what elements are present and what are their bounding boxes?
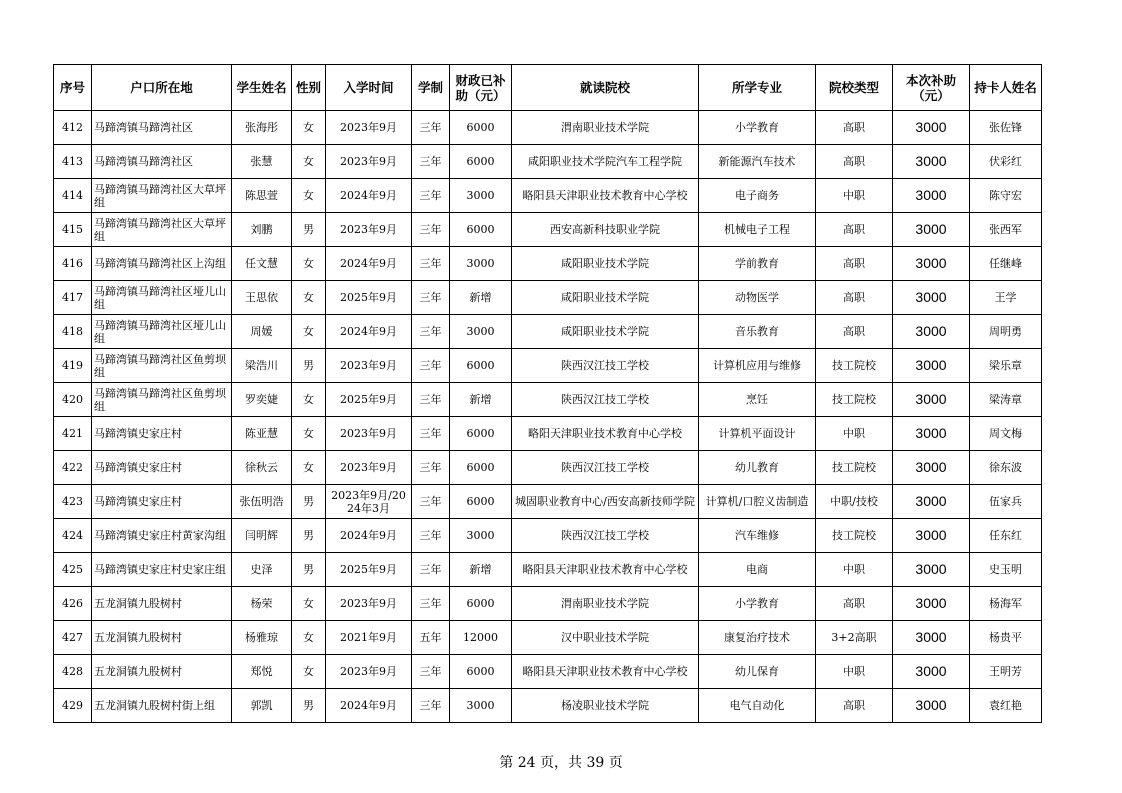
cell-enroll: 2023年9月 [326, 145, 412, 179]
cell-household: 马蹄湾镇史家庄村史家庄组 [92, 553, 232, 587]
header-school: 就读院校 [512, 65, 699, 111]
cell-major: 汽车维修 [699, 519, 816, 553]
cell-school: 略阳县天津职业技术教育中心学校 [512, 179, 699, 213]
cell-paid: 3000 [450, 179, 512, 213]
cell-no: 420 [54, 383, 92, 417]
cell-major: 机械电子工程 [699, 213, 816, 247]
cell-student: 张慧 [232, 145, 292, 179]
table-row [54, 213, 1042, 247]
cell-duration: 三年 [412, 247, 450, 281]
table-row [54, 179, 1042, 213]
cell-household: 马蹄湾镇史家庄村 [92, 417, 232, 451]
cell-school-type: 中职 [816, 179, 893, 213]
cell-school: 渭南职业技术学院 [512, 111, 699, 145]
cell-subsidy: 3000 [893, 247, 970, 281]
cell-student: 史泽 [232, 553, 292, 587]
cell-major: 动物医学 [699, 281, 816, 315]
cell-school-type: 技工院校 [816, 451, 893, 485]
cell-no: 424 [54, 519, 92, 553]
cell-paid: 3000 [450, 247, 512, 281]
table-row [54, 383, 1042, 417]
cell-household: 马蹄湾镇史家庄村 [92, 485, 232, 519]
cell-enroll: 2024年9月 [326, 247, 412, 281]
header-paid: 财政已补助（元） [450, 65, 512, 111]
cell-gender: 女 [292, 655, 326, 689]
cell-school: 咸阳职业技术学院 [512, 247, 699, 281]
cell-duration: 三年 [412, 383, 450, 417]
cell-paid: 6000 [450, 349, 512, 383]
cell-gender: 女 [292, 247, 326, 281]
header-enroll: 入学时间 [326, 65, 412, 111]
cell-no: 423 [54, 485, 92, 519]
cell-student: 闫明辉 [232, 519, 292, 553]
cell-subsidy: 3000 [893, 485, 970, 519]
cell-major: 学前教育 [699, 247, 816, 281]
cell-no: 421 [54, 417, 92, 451]
cell-household: 马蹄湾镇马蹄湾社区大草坪组 [92, 179, 232, 213]
cell-no: 412 [54, 111, 92, 145]
cell-holder: 杨贵平 [970, 621, 1042, 655]
table-row [54, 519, 1042, 553]
cell-household: 马蹄湾镇马蹄湾社区垭儿山组 [92, 315, 232, 349]
cell-gender: 女 [292, 145, 326, 179]
cell-school-type: 中职 [816, 655, 893, 689]
cell-school-type: 3+2高职 [816, 621, 893, 655]
cell-subsidy: 3000 [893, 587, 970, 621]
cell-school-type: 高职 [816, 145, 893, 179]
cell-student: 杨雅琼 [232, 621, 292, 655]
cell-major: 电气自动化 [699, 689, 816, 723]
cell-major: 幼儿保育 [699, 655, 816, 689]
cell-school: 西安高新科技职业学院 [512, 213, 699, 247]
table-row [54, 247, 1042, 281]
cell-school: 略阳县天津职业技术教育中心学校 [512, 553, 699, 587]
cell-major: 小学教育 [699, 587, 816, 621]
cell-enroll: 2023年9月 [326, 213, 412, 247]
cell-major: 电子商务 [699, 179, 816, 213]
cell-no: 417 [54, 281, 92, 315]
cell-paid: 6000 [450, 145, 512, 179]
cell-holder: 陈守宏 [970, 179, 1042, 213]
cell-enroll: 2024年9月 [326, 689, 412, 723]
cell-paid: 新增 [450, 281, 512, 315]
cell-school-type: 高职 [816, 213, 893, 247]
cell-no: 415 [54, 213, 92, 247]
cell-holder: 周明勇 [970, 315, 1042, 349]
cell-student: 陈亚慧 [232, 417, 292, 451]
cell-school-type: 高职 [816, 247, 893, 281]
cell-household: 马蹄湾镇马蹄湾社区大草坪组 [92, 213, 232, 247]
cell-school-type: 高职 [816, 689, 893, 723]
cell-duration: 三年 [412, 689, 450, 723]
cell-enroll: 2025年9月 [326, 553, 412, 587]
cell-gender: 男 [292, 349, 326, 383]
cell-duration: 三年 [412, 349, 450, 383]
cell-enroll: 2023年9月 [326, 655, 412, 689]
cell-school: 咸阳职业技术学院汽车工程学院 [512, 145, 699, 179]
cell-student: 郭凯 [232, 689, 292, 723]
cell-student: 梁浩川 [232, 349, 292, 383]
cell-subsidy: 3000 [893, 519, 970, 553]
cell-subsidy: 3000 [893, 655, 970, 689]
cell-student: 陈思萱 [232, 179, 292, 213]
cell-major: 烹饪 [699, 383, 816, 417]
cell-paid: 3000 [450, 315, 512, 349]
cell-school: 杨凌职业技术学院 [512, 689, 699, 723]
cell-school-type: 技工院校 [816, 383, 893, 417]
cell-student: 杨荣 [232, 587, 292, 621]
cell-student: 罗奕婕 [232, 383, 292, 417]
cell-paid: 3000 [450, 689, 512, 723]
cell-school-type: 中职/技校 [816, 485, 893, 519]
cell-gender: 女 [292, 383, 326, 417]
cell-gender: 男 [292, 485, 326, 519]
cell-holder: 史玉明 [970, 553, 1042, 587]
cell-gender: 女 [292, 111, 326, 145]
cell-student: 徐秋云 [232, 451, 292, 485]
cell-holder: 袁红艳 [970, 689, 1042, 723]
table-body [54, 111, 1042, 723]
table-row [54, 111, 1042, 145]
cell-household: 五龙洞镇九股树村 [92, 655, 232, 689]
subsidy-roster-table [53, 64, 1042, 723]
cell-school-type: 技工院校 [816, 519, 893, 553]
table-row [54, 145, 1042, 179]
cell-duration: 三年 [412, 213, 450, 247]
cell-subsidy: 3000 [893, 349, 970, 383]
cell-paid: 6000 [450, 587, 512, 621]
header-holder: 持卡人姓名 [970, 65, 1042, 111]
header-gender: 性别 [292, 65, 326, 111]
cell-duration: 三年 [412, 417, 450, 451]
cell-subsidy: 3000 [893, 451, 970, 485]
cell-no: 428 [54, 655, 92, 689]
cell-enroll: 2023年9月 [326, 349, 412, 383]
cell-enroll: 2023年9月 [326, 451, 412, 485]
cell-holder: 伏彩红 [970, 145, 1042, 179]
cell-gender: 女 [292, 179, 326, 213]
cell-holder: 张佐锋 [970, 111, 1042, 145]
cell-gender: 女 [292, 621, 326, 655]
cell-gender: 女 [292, 281, 326, 315]
cell-enroll: 2023年9月 [326, 587, 412, 621]
cell-duration: 三年 [412, 281, 450, 315]
cell-school: 渭南职业技术学院 [512, 587, 699, 621]
cell-paid: 6000 [450, 213, 512, 247]
header-subsidy: 本次补助（元） [893, 65, 970, 111]
cell-gender: 男 [292, 519, 326, 553]
cell-duration: 三年 [412, 587, 450, 621]
cell-student: 王思依 [232, 281, 292, 315]
table-row [54, 689, 1042, 723]
header-major: 所学专业 [699, 65, 816, 111]
cell-duration: 三年 [412, 519, 450, 553]
cell-paid: 3000 [450, 519, 512, 553]
cell-gender: 男 [292, 553, 326, 587]
cell-holder: 周文梅 [970, 417, 1042, 451]
cell-school: 陕西汉江技工学校 [512, 451, 699, 485]
cell-household: 马蹄湾镇史家庄村 [92, 451, 232, 485]
cell-major: 计算机/口腔义齿制造 [699, 485, 816, 519]
cell-no: 429 [54, 689, 92, 723]
cell-school-type: 中职 [816, 417, 893, 451]
cell-duration: 三年 [412, 553, 450, 587]
cell-no: 425 [54, 553, 92, 587]
page-footer: 第 24 页，共 39 页 [499, 755, 623, 771]
cell-student: 任文慧 [232, 247, 292, 281]
cell-student: 周媛 [232, 315, 292, 349]
cell-household: 五龙洞镇九股树村 [92, 587, 232, 621]
cell-major: 计算机应用与维修 [699, 349, 816, 383]
table-row [54, 553, 1042, 587]
cell-duration: 三年 [412, 451, 450, 485]
cell-household: 马蹄湾镇史家庄村黄家沟组 [92, 519, 232, 553]
cell-subsidy: 3000 [893, 315, 970, 349]
cell-enroll: 2024年9月 [326, 315, 412, 349]
cell-subsidy: 3000 [893, 417, 970, 451]
cell-enroll: 2025年9月 [326, 383, 412, 417]
cell-student: 郑悦 [232, 655, 292, 689]
cell-subsidy: 3000 [893, 689, 970, 723]
cell-paid: 6000 [450, 485, 512, 519]
cell-holder: 王明芳 [970, 655, 1042, 689]
cell-school: 陕西汉江技工学校 [512, 519, 699, 553]
cell-subsidy: 3000 [893, 111, 970, 145]
cell-school: 咸阳职业技术学院 [512, 315, 699, 349]
cell-major: 幼儿教育 [699, 451, 816, 485]
cell-no: 419 [54, 349, 92, 383]
table-row [54, 621, 1042, 655]
cell-household: 马蹄湾镇马蹄湾社区垭儿山组 [92, 281, 232, 315]
cell-major: 新能源汽车技术 [699, 145, 816, 179]
cell-subsidy: 3000 [893, 553, 970, 587]
cell-subsidy: 3000 [893, 213, 970, 247]
cell-school: 咸阳职业技术学院 [512, 281, 699, 315]
table-row [54, 315, 1042, 349]
header-duration: 学制 [412, 65, 450, 111]
cell-student: 张海彤 [232, 111, 292, 145]
cell-subsidy: 3000 [893, 145, 970, 179]
header-no: 序号 [54, 65, 92, 111]
cell-holder: 梁乐章 [970, 349, 1042, 383]
table-row [54, 451, 1042, 485]
cell-no: 416 [54, 247, 92, 281]
cell-no: 427 [54, 621, 92, 655]
cell-household: 马蹄湾镇马蹄湾社区上沟组 [92, 247, 232, 281]
cell-school-type: 技工院校 [816, 349, 893, 383]
cell-paid: 12000 [450, 621, 512, 655]
cell-enroll: 2023年9月/2024年3月 [326, 485, 412, 519]
cell-enroll: 2024年9月 [326, 519, 412, 553]
cell-school-type: 高职 [816, 111, 893, 145]
cell-enroll: 2023年9月 [326, 111, 412, 145]
cell-holder: 梁涛章 [970, 383, 1042, 417]
table-row [54, 587, 1042, 621]
cell-major: 电商 [699, 553, 816, 587]
cell-subsidy: 3000 [893, 179, 970, 213]
cell-household: 马蹄湾镇马蹄湾社区鱼剪坝组 [92, 383, 232, 417]
cell-duration: 三年 [412, 655, 450, 689]
cell-major: 康复治疗技术 [699, 621, 816, 655]
cell-no: 418 [54, 315, 92, 349]
cell-major: 小学教育 [699, 111, 816, 145]
cell-school-type: 高职 [816, 315, 893, 349]
header-school-type: 院校类型 [816, 65, 893, 111]
cell-duration: 三年 [412, 485, 450, 519]
cell-paid: 新增 [450, 383, 512, 417]
cell-household: 马蹄湾镇马蹄湾社区 [92, 145, 232, 179]
cell-no: 413 [54, 145, 92, 179]
cell-paid: 新增 [450, 553, 512, 587]
cell-no: 426 [54, 587, 92, 621]
cell-no: 422 [54, 451, 92, 485]
cell-household: 马蹄湾镇马蹄湾社区 [92, 111, 232, 145]
cell-school-type: 高职 [816, 281, 893, 315]
cell-duration: 三年 [412, 145, 450, 179]
cell-holder: 伍家兵 [970, 485, 1042, 519]
cell-holder: 杨海军 [970, 587, 1042, 621]
cell-gender: 女 [292, 587, 326, 621]
table-row [54, 281, 1042, 315]
table-row [54, 485, 1042, 519]
cell-school: 略阳县天津职业技术教育中心学校 [512, 655, 699, 689]
header-student: 学生姓名 [232, 65, 292, 111]
cell-duration: 三年 [412, 111, 450, 145]
cell-gender: 男 [292, 213, 326, 247]
cell-duration: 三年 [412, 179, 450, 213]
cell-major: 音乐教育 [699, 315, 816, 349]
cell-enroll: 2025年9月 [326, 281, 412, 315]
cell-school: 陕西汉江技工学校 [512, 349, 699, 383]
cell-gender: 男 [292, 689, 326, 723]
table-row [54, 349, 1042, 383]
cell-holder: 王学 [970, 281, 1042, 315]
cell-paid: 6000 [450, 655, 512, 689]
cell-gender: 女 [292, 451, 326, 485]
cell-enroll: 2024年9月 [326, 179, 412, 213]
header-household: 户口所在地 [92, 65, 232, 111]
cell-paid: 6000 [450, 111, 512, 145]
table-row [54, 417, 1042, 451]
cell-holder: 徐东波 [970, 451, 1042, 485]
cell-household: 五龙洞镇九股树村街上组 [92, 689, 232, 723]
table-row [54, 655, 1042, 689]
cell-student: 刘鹏 [232, 213, 292, 247]
cell-school: 略阳天津职业技术教育中心学校 [512, 417, 699, 451]
cell-enroll: 2021年9月 [326, 621, 412, 655]
cell-household: 马蹄湾镇马蹄湾社区鱼剪坝组 [92, 349, 232, 383]
cell-holder: 张西军 [970, 213, 1042, 247]
cell-duration: 五年 [412, 621, 450, 655]
cell-holder: 任继峰 [970, 247, 1042, 281]
cell-subsidy: 3000 [893, 281, 970, 315]
cell-enroll: 2023年9月 [326, 417, 412, 451]
cell-gender: 女 [292, 315, 326, 349]
cell-duration: 三年 [412, 315, 450, 349]
cell-subsidy: 3000 [893, 383, 970, 417]
cell-paid: 6000 [450, 451, 512, 485]
cell-school: 汉中职业技术学院 [512, 621, 699, 655]
cell-school-type: 中职 [816, 553, 893, 587]
cell-student: 张伍明浩 [232, 485, 292, 519]
table-header-row [54, 65, 1042, 111]
cell-gender: 女 [292, 417, 326, 451]
cell-holder: 任东红 [970, 519, 1042, 553]
cell-no: 414 [54, 179, 92, 213]
cell-subsidy: 3000 [893, 621, 970, 655]
cell-school: 城固职业教育中心/西安高新技师学院 [512, 485, 699, 519]
cell-household: 五龙洞镇九股树村 [92, 621, 232, 655]
cell-paid: 6000 [450, 417, 512, 451]
cell-school-type: 高职 [816, 587, 893, 621]
cell-school: 陕西汉江技工学校 [512, 383, 699, 417]
cell-major: 计算机平面设计 [699, 417, 816, 451]
